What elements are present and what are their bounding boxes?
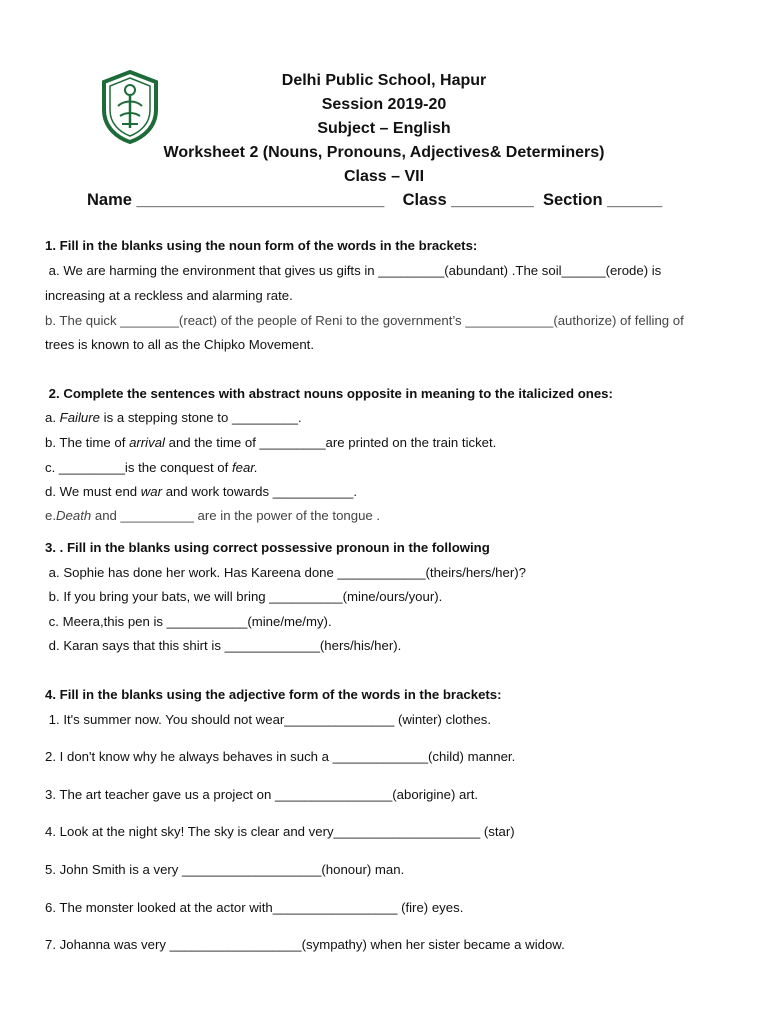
q2-d: d. We must end war and work towards ___________. <box>45 484 358 499</box>
q1-b-line-2: trees is known to all as the Chipko Movement. <box>45 337 315 352</box>
subject-title: Subject – English <box>317 120 451 137</box>
worksheet-title: Worksheet 2 (Nouns, Pronouns, Adjectives& Determiners) <box>163 144 605 161</box>
question-1-title: 1. Fill in the blanks using the noun form of the words in the brackets: <box>45 238 478 253</box>
q1-a-line-1: a. We are harming the environment that gives us gifts in _________(abundant) .The soil______(erode) is <box>45 263 662 278</box>
question-4-title: 4. Fill in the blanks using the adjective form of the words in the brackets: <box>45 687 502 702</box>
q4-sentence-2: 2. I don't know why he always behaves in such a _____________(child) manner. <box>45 749 516 764</box>
class-title: Class – VII <box>343 168 425 185</box>
session-title: Session 2019-20 <box>321 96 447 113</box>
q3-d: d. Karan says that this shirt is _____________(hers/his/her). <box>45 638 402 653</box>
q1-b-line-1: b. The quick ________(react) of the people of Reni to the government’s ____________(authorize) of felling of <box>45 313 684 328</box>
q1-a-line-2: increasing at a reckless and alarming rate. <box>45 288 293 303</box>
q2-c: c. _________is the conquest of fear. <box>45 460 258 475</box>
q4-sentence-4: 4. Look at the night sky! The sky is clear and very____________________ (star) <box>45 824 515 839</box>
q4-sentence-5: 5. John Smith is a very ___________________(honour) man. <box>45 862 405 877</box>
q4-sentence-3: 3. The art teacher gave us a project on ________________(aborigine) art. <box>45 787 479 802</box>
q2-a: a. Failure is a stepping stone to _________. <box>45 410 302 425</box>
q3-c: c. Meera,this pen is ___________(mine/me/my). <box>45 614 332 629</box>
question-2-title: 2. Complete the sentences with abstract nouns opposite in meaning to the italicized ones: <box>45 386 613 401</box>
q3-a: a. Sophie has done her work. Has Kareena done ____________(theirs/hers/her)? <box>45 565 526 580</box>
school-name: Delhi Public School, Hapur <box>281 72 487 89</box>
q2-e: e.Death and __________ are in the power of the tongue . <box>45 508 381 523</box>
question-3-title: 3. . Fill in the blanks using correct possessive pronoun in the following <box>45 540 490 555</box>
q3-b: b. If you bring your bats, we will bring __________(mine/ours/your). <box>45 589 443 604</box>
q4-sentence-6: 6. The monster looked at the actor with_________________ (fire) eyes. <box>45 900 464 915</box>
q4-sentence-7: 7. Johanna was very __________________(sympathy) when her sister became a widow. <box>45 937 565 952</box>
q4-sentence-1: 1. It's summer now. You should not wear_______________ (winter) clothes. <box>45 712 492 727</box>
name-class-section-line: Name ___________________________ Class _________ Section ______ <box>87 191 663 209</box>
q2-b: b. The time of arrival and the time of _________are printed on the train ticket. <box>45 435 497 450</box>
